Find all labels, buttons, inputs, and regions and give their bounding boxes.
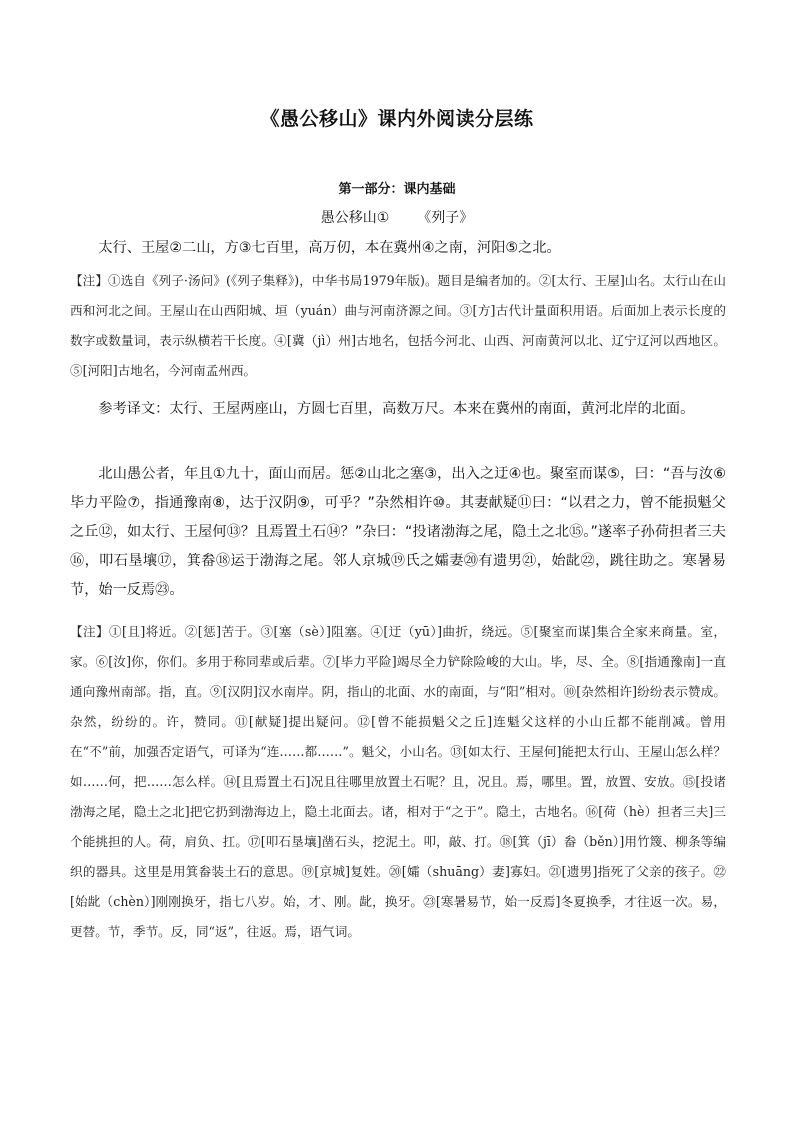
annotation-block-2 [70,617,726,947]
text-title-name: 愚公移山① [320,210,390,226]
annotation-label: 【注】 [70,273,108,288]
annotation-text: ①[且]将近。②[惩]苦于。③[塞（sè）]阻塞。④[迂（yū）]曲折，绕远。⑤[聚室而谋]集合全家来商量。室，家。⑥[汝]你，你们。多用于称同辈或后辈。⑦[毕力平险]竭尽全力铲除险峻的大山。毕，尽、全。⑧[指通豫南]一直通向豫州南部。指，直。⑨[汉阴]汉水南岸。阴，指山的北面、水的南面，与“阳”相对。⑩[杂然相许]纷纷表示赞成。杂然，纷纷的。许，赞同。⑪[献疑]提出疑问。⑫[曾不能损魁父之丘]连魁父这样的小山丘都不能削减。曾用在“不”前，加强否定语气，可译为“连……都……”。魁父，小山名。⑬[如太行、王屋何]能把太行山、王屋山怎么样？如……何，把……怎么样。⑭[且焉置土石]况且往哪里放置土石呢？且，况且。焉，哪里。置，放置、安放。⑮[投诸渤海之尾，隐土之北]把它扔到渤海边上，隐土北面去。诸，相对于“之于”。隐土，古地名。⑯[荷（hè）担者三夫]三个能挑担的人。荷，肩负、扛。⑰[叩石垦壤]凿石头，挖泥土。叩，敲、打。⑱[箕（jī）畚（běn）]用竹篾、柳条等编织的器具。这里是用箕畚装土石的意思。⑲[京城]复姓。⑳[孀（shuāng）妻]寡妇。㉑[遗男]指死了父亲的孩子。㉒[始龀（chèn）]刚刚换牙，指七八岁。始，才、刚。龀，换牙。㉓[寒暑易节，始一反焉]冬夏换季，才往返一次。易，更替。节，季节。反，同“返”，往返。焉，语气词。 [70,624,726,939]
document-title: 《愚公移山》课内外阅读分层练 [260,108,534,130]
annotation-label: 【注】 [70,624,110,639]
passage-paragraph-1: 太行、王屋②二山，方③七百里，高万仞，本在冀州④之南，河阳⑤之北。 [98,240,561,256]
text-source: 《列子》 [417,210,474,226]
annotation-block-1 [70,266,726,386]
section-heading: 第一部分：课内基础 [338,182,456,197]
translation-paragraph: 参考译文：太行、王屋两座山，方圆七百里，高数万尺。本来在冀州的南面，黄河北岸的北面。 [98,401,695,417]
passage-paragraph-2: 北山愚公者，年且①九十，面山而居。惩②山北之塞③，出入之迂④也。聚室而谋⑤，曰：“吾与汝⑥毕力平险⑦，指通豫南⑧，达于汉阴⑨，可乎？”杂然相许⑩。其妻献疑⑪曰：“以君之力，曾不能损魁父之丘⑫，如太行、王屋何⑬？且焉置土石⑭？”杂曰：“投诸渤海之尾，隐土之北⑮。”遂率子孙荷担者三夫⑯，叩石垦壤⑰，箕畚⑱运于渤海之尾。邻人京城⑲氏之孀妻⑳有遗男㉑，始龀㉒，跳往助之。寒暑易节，始一反焉㉓。 [70,466,726,598]
annotation-text: ①选自《列子·汤问》(《列子集释》)，中华书局1979年版)。题目是编者加的。②[太行、王屋]山名。太行山在山西和河北之间。王屋山在山西阳城、垣（yuán）曲与河南济源之间。③[方]古代计量面积用语。后面加上表示长度的数字或数量词，表示纵横若干长度。④[冀（jì）州]古地名，包括今河北、山西、河南黄河以北、辽宁辽河以西地区。⑤[河阳]古地名，今河南孟州西。 [70,273,726,378]
text-title [0,207,794,227]
